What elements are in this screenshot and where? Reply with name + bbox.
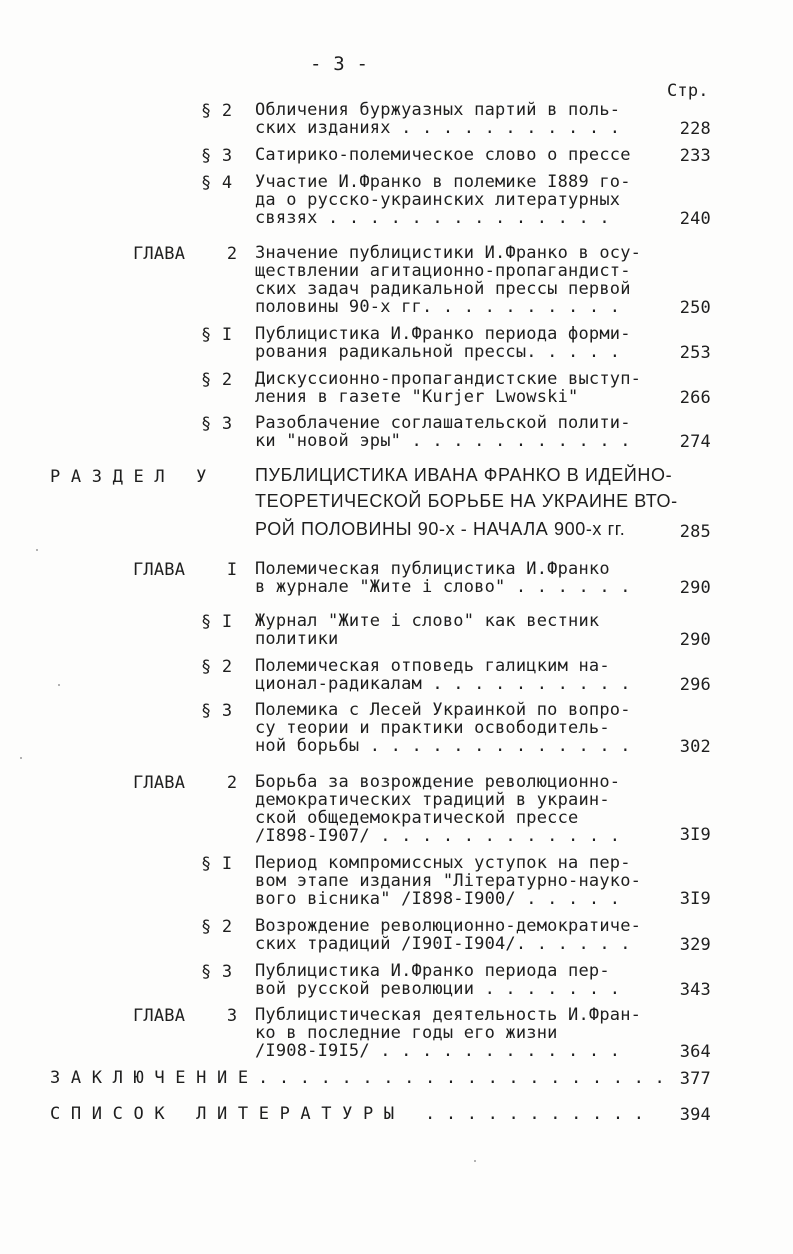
toc-entry-line: ко в последние годы его жизни (255, 1023, 558, 1043)
toc-entry-line: Разоблачение соглашательской полити- (255, 413, 631, 433)
toc-entry-label: § 2 (201, 101, 233, 121)
toc-entry-line: политики (255, 629, 339, 649)
page-column-header: Стр. (667, 81, 709, 101)
toc-entry-line: ционал-радикалам . . . . . . . . . . (255, 674, 631, 694)
toc-page-number: 253 (679, 343, 711, 363)
conclusion-leader: . . . . . . . . . . . . . . . . . . . . (258, 1068, 665, 1088)
toc-entry-line: ских изданиях . . . . . . . . . . . (255, 118, 621, 138)
toc-entry-line: Публицистическая деятельность И.Фран- (255, 1005, 642, 1025)
toc-entry-label: § 3 (201, 962, 233, 982)
toc-entry-line: вом этапе издания "Літературно-науко- (255, 871, 642, 891)
toc-entry-line: ских задач радикальной прессы первой (255, 279, 631, 299)
toc-entry-label: § 2 (201, 370, 233, 390)
toc-entry-line: ских традиций /I90I-I904/. . . . . . (255, 934, 631, 954)
toc-entry-line: Участие И.Франко в полемике I889 го- (255, 172, 631, 192)
toc-entry-line: демократических традиций в украин- (255, 790, 610, 810)
toc-entry-label: § 3 (201, 146, 233, 166)
toc-page-number: 290 (679, 630, 711, 650)
toc-entry-line: /I898-I907/ . . . . . . . . . . . . (255, 826, 621, 846)
toc-entry-line: связях . . . . . . . . . . . . . . (255, 208, 610, 228)
conclusion-label: З А К Л Ю Ч Е Н И Е (50, 1068, 249, 1088)
toc-entry-label: § 3 (201, 414, 233, 434)
toc-entry-line: половины 90-х гг. . . . . . . . . . (255, 297, 621, 317)
toc-entry-label: § I (201, 854, 233, 874)
toc-entry-label: § I (201, 325, 233, 345)
toc-section-title-line: РОЙ ПОЛОВИНЫ 90-х - НАЧАЛА 900-х гг. (255, 519, 626, 539)
toc-page-number: 343 (679, 980, 711, 1000)
toc-page-number: 290 (679, 578, 711, 598)
toc-entry-line: Сатирико-полемическое слово о прессе (255, 145, 631, 165)
toc-page-number: 377 (679, 1069, 711, 1089)
toc-entry-line: Полемика с Лесей Украинкой по вопро- (255, 700, 631, 720)
toc-page-number: 250 (679, 298, 711, 318)
scan-speck (36, 549, 38, 551)
toc-entry-label: § 3 (201, 701, 233, 721)
toc-entry-line: Значение публицистики И.Франко в осу- (255, 243, 642, 263)
toc-entry-line: су теории и практики освободитель- (255, 718, 610, 738)
references-leader: . . . . . . . . . . . (425, 1104, 645, 1124)
toc-entry-line: ки "новой эры" . . . . . . . . . . . (255, 431, 631, 451)
toc-entry-label: § I (201, 612, 233, 632)
toc-page-number: 302 (679, 737, 711, 757)
toc-page-number: 240 (679, 209, 711, 229)
toc-section-label: Р А З Д Е Л У (50, 467, 207, 487)
toc-page-number: 274 (679, 432, 711, 452)
toc-entry-label: § 2 (201, 657, 233, 677)
toc-chapter-label: ГЛАВА 2 (133, 773, 238, 793)
scan-speck (474, 1160, 476, 1162)
toc-entry-line: Полемическая отповедь галицким на- (255, 656, 610, 676)
toc-entry-line: рования радикальной прессы. . . . . (255, 342, 621, 362)
toc-chapter-label: ГЛАВА I (133, 560, 238, 580)
toc-entry-line: в журнале "Жите і слово" . . . . . . (255, 577, 631, 597)
toc-page-number: 266 (679, 388, 711, 408)
toc-entry-line: Публицистика И.Франко периода пер- (255, 961, 610, 981)
toc-page-number: 329 (679, 935, 711, 955)
toc-entry-line: Период компромиссных уступок на пер- (255, 853, 631, 873)
toc-entry-line: вой русской революции . . . . . . . (255, 979, 621, 999)
toc-page-number: 233 (679, 146, 711, 166)
toc-entry-line: Борьба за возрождение революционно- (255, 772, 621, 792)
toc-section-title-line: ПУБЛИЦИСТИКА ИВАНА ФРАНКО В ИДЕЙНО- (255, 465, 673, 485)
toc-entry-line: ской общедемократической прессе (255, 808, 579, 828)
toc-entry-line: Возрождение революционно-демократиче- (255, 916, 642, 936)
toc-entry-line: ществлении агитационно-пропагандист- (255, 261, 631, 281)
references-label: С П И С О К Л И Т Е Р А Т У Р Ы (50, 1104, 395, 1124)
toc-entry-line: да о русско-украинских литературных (255, 190, 621, 210)
toc-chapter-label: ГЛАВА 3 (133, 1006, 238, 1026)
toc-entry-line: вого вісника" /I898-I900/ . . . . . (255, 889, 621, 909)
toc-entry-label: § 2 (201, 917, 233, 937)
scan-speck (20, 757, 22, 759)
scan-speck (58, 684, 60, 686)
toc-entry-label: § 4 (201, 173, 233, 193)
page-number: - 3 - (310, 53, 369, 75)
toc-entry-line: Публицистика И.Франко периода форми- (255, 324, 631, 344)
toc-page-number: 228 (679, 119, 711, 139)
toc-page-number: 3I9 (679, 889, 711, 909)
toc-page-number: 285 (679, 522, 711, 542)
toc-page-number: 394 (679, 1105, 711, 1125)
toc-entry-line: Полемическая публицистика И.Франко (255, 559, 610, 579)
toc-page-number: 296 (679, 675, 711, 695)
toc-page-number: 3I9 (679, 825, 711, 845)
toc-page-number: 364 (679, 1042, 711, 1062)
toc-entry-line: Журнал "Жите і слово" как вестник (255, 611, 600, 631)
toc-chapter-label: ГЛАВА 2 (133, 244, 238, 264)
toc-entry-line: /I908-I9I5/ . . . . . . . . . . . . (255, 1041, 621, 1061)
toc-entry-line: ления в газете "Kurjer Lwowski" (255, 387, 579, 407)
toc-section-title-line: ТЕОРЕТИЧЕСКОЙ БОРЬБЕ НА УКРАИНЕ ВТО- (255, 491, 678, 511)
toc-entry-line: Дискуссионно-пропагандистские выступ- (255, 369, 642, 389)
toc-entry-line: ной борьбы . . . . . . . . . . . . . (255, 736, 631, 756)
toc-entry-line: Обличения буржуазных партий в поль- (255, 100, 621, 120)
